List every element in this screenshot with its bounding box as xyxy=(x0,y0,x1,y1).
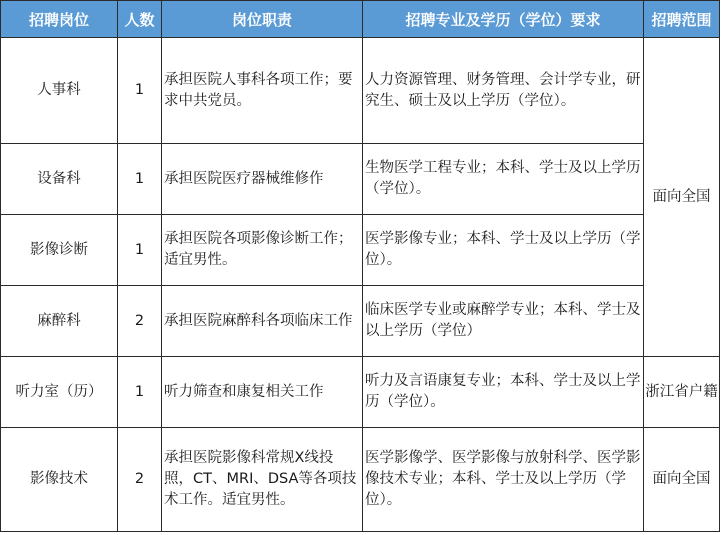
header-position: 招聘岗位 xyxy=(1,1,118,38)
duty-cell: 承担医院各项影像诊断工作；适宜男性。 xyxy=(162,215,363,286)
position-cell: 设备科 xyxy=(1,144,118,215)
table-row xyxy=(1,38,720,144)
position-cell: 影像技术 xyxy=(1,428,118,532)
scope-cell: 面向全国 xyxy=(644,428,720,532)
requirement-cell: 医学影像专业；本科、学士及以上学历（学位）。 xyxy=(363,215,644,286)
requirement-cell: 临床医学专业或麻醉学专业；本科、学士及以上学历（学位） xyxy=(363,286,644,357)
count-cell: 1 xyxy=(118,357,162,428)
header-count: 人数 xyxy=(118,1,162,38)
duty-cell: 承担医院医疗器械维修作 xyxy=(162,144,363,215)
requirement-cell: 医学影像学、医学影像与放射科学、医学影像技术专业；本科、学士及以上学历（学位）。 xyxy=(363,428,644,532)
count-cell: 2 xyxy=(118,428,162,532)
requirement-cell: 听力及言语康复专业；本科、学士及以上学历（学位）。 xyxy=(363,357,644,428)
table-row xyxy=(1,428,720,532)
header-requirement: 招聘专业及学历（学位）要求 xyxy=(363,1,644,38)
count-cell: 1 xyxy=(118,38,162,144)
duty-cell: 承担医院影像科常规X线投照，CT、MRI、DSA等各项技术工作。适宜男性。 xyxy=(162,428,363,532)
requirement-cell: 人力资源管理、财务管理、会计学专业，研究生、硕士及以上学历（学位）。 xyxy=(363,38,644,144)
table-row xyxy=(1,215,720,286)
position-cell: 影像诊断 xyxy=(1,215,118,286)
scope-cell-merged: 面向全国 xyxy=(644,38,720,357)
requirement-cell: 生物医学工程专业；本科、学士及以上学历（学位）。 xyxy=(363,144,644,215)
table-row xyxy=(1,357,720,428)
table-row xyxy=(1,286,720,357)
count-cell: 1 xyxy=(118,215,162,286)
count-cell: 2 xyxy=(118,286,162,357)
duty-cell: 承担医院麻醉科各项临床工作 xyxy=(162,286,363,357)
table-header-row xyxy=(1,1,720,38)
table-row xyxy=(1,144,720,215)
header-duty: 岗位职责 xyxy=(162,1,363,38)
duty-cell: 听力筛查和康复相关工作 xyxy=(162,357,363,428)
position-cell: 麻醉科 xyxy=(1,286,118,357)
position-cell: 听力室（历） xyxy=(1,357,118,428)
duty-cell: 承担医院人事科各项工作；要求中共党员。 xyxy=(162,38,363,144)
position-cell: 人事科 xyxy=(1,38,118,144)
header-scope: 招聘范围 xyxy=(644,1,720,38)
scope-cell: 浙江省户籍 xyxy=(644,357,720,428)
count-cell: 1 xyxy=(118,144,162,215)
